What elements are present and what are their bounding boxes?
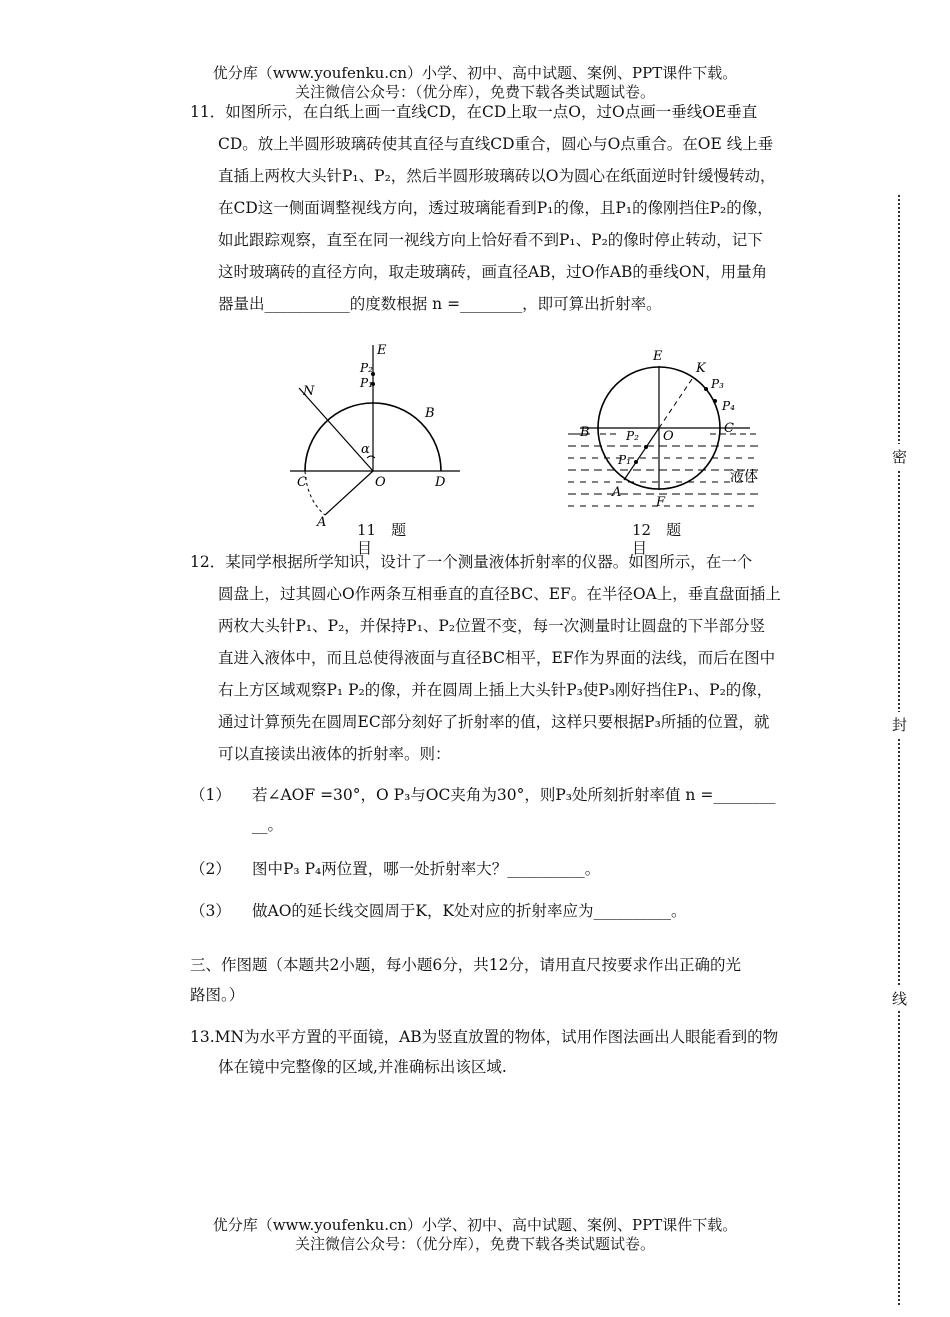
line-ok [659, 376, 694, 428]
sub-text: 图中P₃ P₄两位置，哪一处折射率大？__________。 [252, 860, 601, 878]
sub-text-cont: __。 [252, 816, 284, 834]
header-line-2: 关注微信公众号：（优分库），免费下载各类试题试卷。 [294, 83, 655, 101]
label-alpha: α [361, 442, 370, 457]
q11-line: 如此跟踪观察，直至在同一视线方向上恰好看不到P₁、P₂的像时停止转动，记下 [218, 231, 763, 249]
line-oa [325, 471, 373, 515]
label-liquid: 液体 [730, 469, 758, 485]
label-p1: P₁ [360, 376, 373, 390]
pin-p2 [644, 445, 648, 449]
pin-p3 [704, 387, 708, 391]
q12-line: 圆盘上，过其圆心O作两条互相垂直的直径BC、EF。在半径OA上，垂直盘面插上 [218, 585, 781, 603]
label-n: N [303, 384, 315, 399]
label-e: E [653, 349, 663, 364]
q11-line: 直插上两枚大头针P₁、P₂，然后半圆形玻璃砖以O为圆心在纸面逆时针缓慢转动， [218, 167, 776, 185]
label-o: O [663, 429, 674, 444]
label-p2: P₂ [626, 429, 639, 443]
label-b: B [580, 425, 590, 440]
q12-line: 12．某同学根据所学知识，设计了一个测量液体折射率的仪器。如图所示，在一个 [190, 553, 753, 571]
figure-11-diagram [285, 340, 465, 530]
q12-line: 通过计算预先在圆周EC部分刻好了折射率的值，这样只要根据P₃所插的位置，就 [218, 713, 770, 731]
sub-number: （1） [190, 786, 231, 804]
label-a: A [317, 515, 327, 530]
label-p2: P₂ [360, 361, 373, 375]
q12-line: 可以直接读出液体的折射率。则： [218, 745, 451, 763]
footer-line-1: 优分库（www.youfenku.cn）小学、初中、高中试题、案例、PPT课件下载。 [212, 1216, 738, 1234]
binding-char-mi: 密 [892, 444, 907, 469]
figure-12-caption-line2: 目 [632, 539, 648, 557]
sub-number: （2） [190, 860, 231, 878]
header-line-1: 优分库（www.youfenku.cn）小学、初中、高中试题、案例、PPT课件下载。 [212, 64, 738, 82]
sub-text: 做AO的延长线交圆周于K，K处对应的折射率应为__________。 [252, 902, 687, 920]
pin-p1 [634, 460, 638, 464]
question-12 [190, 546, 860, 770]
label-e: E [377, 343, 387, 358]
page-footer [0, 1216, 950, 1254]
q12-line: 两枚大头针P₁、P₂，并保持P₁、P₂位置不变，每一次测量时让圆盘的下半部分竖 [218, 617, 766, 635]
q11-line: 这时玻璃砖的直径方向，取走玻璃砖，画直径AB，过O作AB的垂线ON，用量角 [218, 263, 768, 281]
label-a: A [612, 485, 622, 500]
binding-char-xian: 线 [892, 986, 907, 1011]
q11-line: CD。放上半圆形玻璃砖使其直径与直线CD重合，圆心与O点重合。在OE 线上垂 [218, 135, 774, 153]
label-c: C [724, 421, 734, 436]
label-f: F [656, 495, 666, 510]
sub-number: （3） [190, 902, 231, 920]
footer-line-2: 关注微信公众号：（优分库），免费下载各类试题试卷。 [294, 1235, 655, 1253]
figure-11-caption-line1: 11 题 [357, 521, 407, 539]
section-3-line1: 三、作图题（本题共2小题，每小题6分，共12分，请用直尺按要求作出正确的光 [190, 956, 741, 974]
q11-line: 在CD这一侧面调整视线方向，透过玻璃能看到P₁的像，且P₁的像刚挡住P₂的像， [218, 199, 773, 217]
figure-12-caption-line1: 12 题 [632, 521, 682, 539]
label-b: B [425, 406, 435, 421]
q12-sub-3 [190, 896, 860, 926]
arc-ca [305, 471, 325, 515]
binding-dotted-line [898, 195, 900, 1305]
figure-12-diagram [560, 340, 770, 515]
q12-sub-1 [190, 780, 860, 840]
q12-line: 右上方区域观察P₁ P₂的像，并在圆周上插上大头针P₃使P₃刚好挡住P₁、P₂的像， [218, 681, 773, 699]
section-3-heading [190, 950, 860, 1010]
question-13 [190, 1022, 860, 1082]
q12-sub-2 [190, 854, 860, 884]
label-c: C [297, 475, 307, 490]
label-d: D [435, 475, 446, 490]
line-no [299, 388, 373, 471]
label-o: O [375, 475, 386, 490]
binding-char-feng: 封 [892, 712, 907, 737]
q13-line2: 体在镜中完整像的区域,并准确标出该区域. [218, 1058, 507, 1076]
label-k: K [696, 361, 706, 376]
label-p4: P₄ [722, 399, 735, 413]
figure-11-caption-line2: 目 [357, 539, 373, 557]
pin-p4 [713, 399, 717, 403]
label-p1: P₁ [618, 453, 631, 467]
section-3-line2: 路图。） [190, 986, 245, 1004]
q12-line: 直进入液体中，而且总使得液面与直径BC相平，EF作为界面的法线，而后在图中 [218, 649, 776, 667]
q11-line: 器量出___________的度数根据 n =________，即可算出折射率。 [218, 295, 662, 313]
question-11 [190, 96, 860, 320]
q13-line1: 13.MN为水平方置的平面镜，AB为竖直放置的物体，试用作图法画出人眼能看到的物 [190, 1028, 779, 1046]
q11-line: 11．如图所示，在白纸上画一直线CD，在CD上取一点O，过O点画一垂线OE垂直 [190, 103, 758, 121]
label-p3: P₃ [711, 377, 724, 391]
sub-text: 若∠AOF =30°，O P₃与OC夹角为30°，则P₃处所刻折射率值 n =________ [252, 786, 776, 804]
